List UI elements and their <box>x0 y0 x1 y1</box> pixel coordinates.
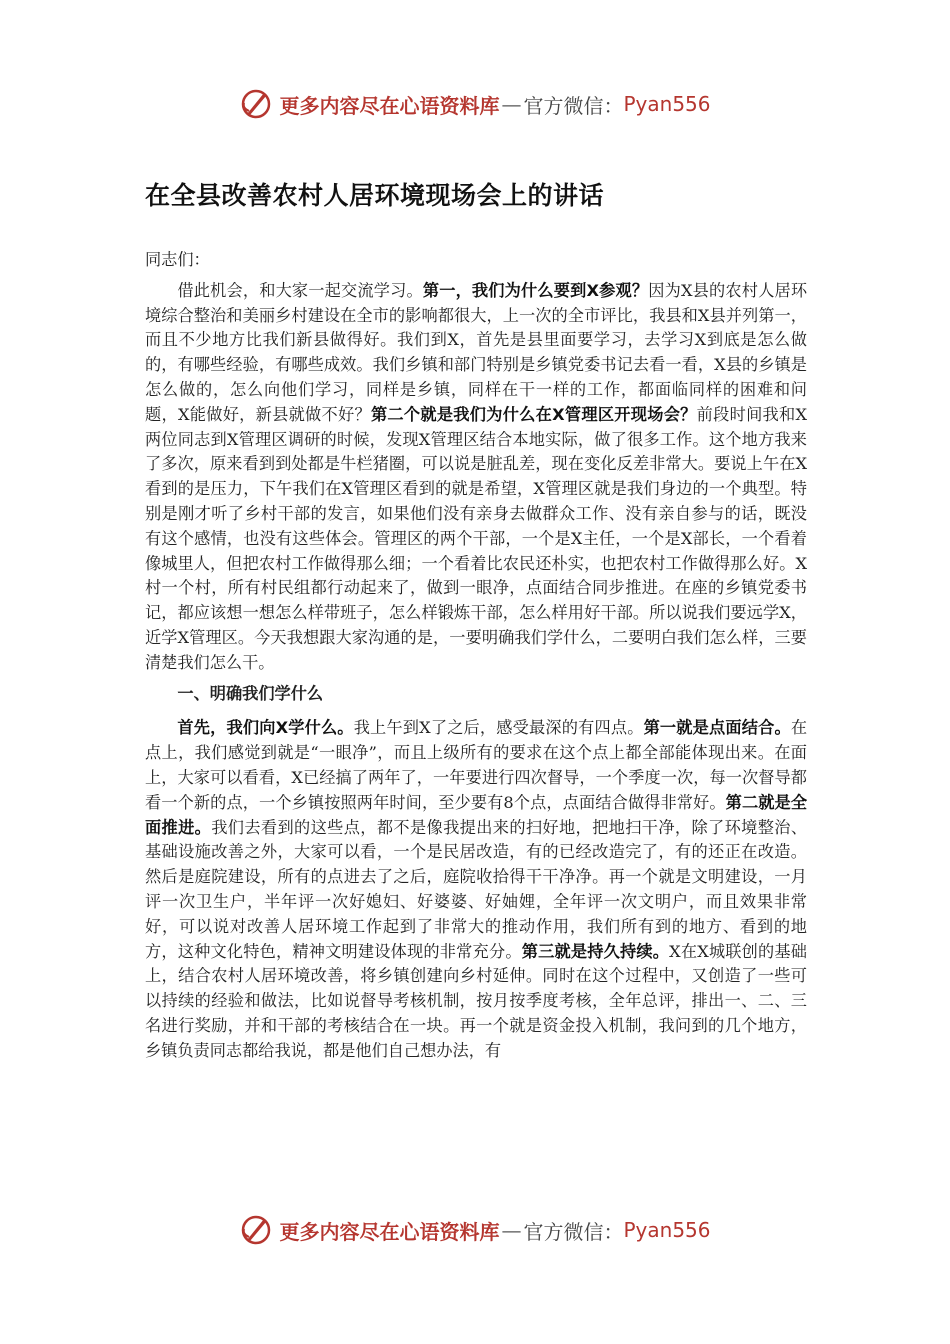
paragraph-intro <box>145 279 807 676</box>
section-heading-1: 一、明确我们学什么 <box>177 683 324 703</box>
quill-pen-icon <box>239 87 273 121</box>
quill-pen-icon <box>239 1213 273 1247</box>
bold-phrase: 第二就是全面推进。 <box>145 792 808 837</box>
bold-phrase: 第三就是持久持续。 <box>521 941 670 961</box>
text-run: 前段时间我和X两位同志到X管理区调研的时候，发现X管理区结合本地实际，做了很多工作。这个地方我来了多次，原来看到到处都是牛栏猪圈，可以说是脏乱差，现在变化反差非常大。要说上午在X看到的是压力，下午我们在X管理区看到的就是希望，X管理区就是我们身边的一个典型。特别是刚才听了乡村干部的发言，如果他们没有亲身去做群众工作、没有亲自参与的话，既没有这个感情，也没有这些体会。管理区的两个干部，一个是X主任，一个是X部长，一个看着像城里人，但把农村工作做得那么细；一个看着比农民还朴实，也把农村工作做得那么好。X村一个村，所有村民组都行动起来了，做到一眼净，点面结合同步推进。在座的乡镇党委书记，都应该想一想怎么样带班子，怎么样锻炼干部，怎么样用好干部。所以说我们要远学X，近学X管理区。今天我想跟大家沟通的是，一要明确我们学什么，二要明白我们怎么样，三要清楚我们怎么干。 <box>145 404 808 672</box>
bold-phrase: 第一就是点面结合。 <box>643 718 791 738</box>
text-run: 我上午到X了之后，感受最深的有四点。 <box>353 718 644 738</box>
greeting: 同志们： <box>145 250 210 269</box>
watermark-banner-bottom <box>0 1210 950 1250</box>
paragraph-section-1 <box>145 716 807 1063</box>
watermark-separator: — <box>501 92 522 116</box>
text-run: 借此机会，和大家一起交流学习。 <box>177 280 423 300</box>
bold-phrase: 第二个就是我们为什么在X管理区开现场会？ <box>370 404 697 424</box>
text-run: 因为X县的农村人居环境综合整治和美丽乡村建设在全市的影响都很大，上一次的全市评比，我县和X县并列第一，而且不少地方比我们新县做得好。我们到X，首先是县里面要学习，去学习X到底是怎么做的，有哪些经验，有哪些成效。我们乡镇和部门特别是乡镇党委书记去看一看，X县的乡镇是怎么做的，怎么向他们学习，同样是乡镇，同样在干一样的工作，都面临同样的困难和问题，X能做好，新县就做不好？ <box>145 280 808 424</box>
text-run: 在点上，我们感觉到就是“一眼净”，而且上级所有的要求在这个点上都全部能体现出来。在面上，大家可以看看，X已经搞了两年了，一年要进行四次督导，一个季度一次，每一次督导都看一个新的点，一个乡镇按照两年时间，至少要有8个点，点面结合做得非常好。 <box>145 718 808 812</box>
watermark-text: 更多内容尽在心语资料库 <box>279 1219 500 1244</box>
watermark-wechat-id: Pyan556 <box>623 1218 711 1242</box>
watermark-separator: — <box>501 1218 522 1242</box>
watermark-text: 更多内容尽在心语资料库 <box>279 93 500 118</box>
text-run: X在X城联创的基础上，结合农村人居环境改善，将乡镇创建向乡村延伸。同时在这个过程中，又创造了一些可以持续的经验和做法，比如说督导考核机制，按月按季度考核，全年总评，排出一、二、三名进行奖励，并和干部的考核结合在一块。再一个就是资金投入机制，我问到的几个地方，乡镇负责同志都给我说，都是他们自己想办法，有 <box>145 941 807 1060</box>
watermark-wechat-id: Pyan556 <box>623 92 711 116</box>
document-title: 在全县改善农村人居环境现场会上的讲话 <box>145 181 605 210</box>
watermark-wechat-label: 官方微信： <box>523 1219 624 1244</box>
bold-phrase: 第一，我们为什么要到X参观？ <box>422 280 649 300</box>
bold-phrase: 首先，我们向X学什么。 <box>177 718 354 738</box>
text-run: 我们去看到的这些点，都不是像我提出来的扫好地，把地扫干净，除了环境整治、基础设施改善之外，大家可以看，一个是民居改造，有的已经改造完了，有的还正在改造。然后是庭院建设，所有的点进去了之后，庭院收拾得干干净净。再一个就是文明建设，一月评一次卫生户，半年评一次好媳妇、好婆婆、好妯娌，全年评一次文明户，而且效果非常好，可以说对改善人居环境工作起到了非常大的推动作用，我们所有到的地方、看到的地方，这种文化特色，精神文明建设体现的非常充分。 <box>145 817 808 961</box>
document-body <box>145 172 807 1070</box>
watermark-banner-top <box>0 84 950 124</box>
watermark-wechat-label: 官方微信： <box>523 93 624 118</box>
